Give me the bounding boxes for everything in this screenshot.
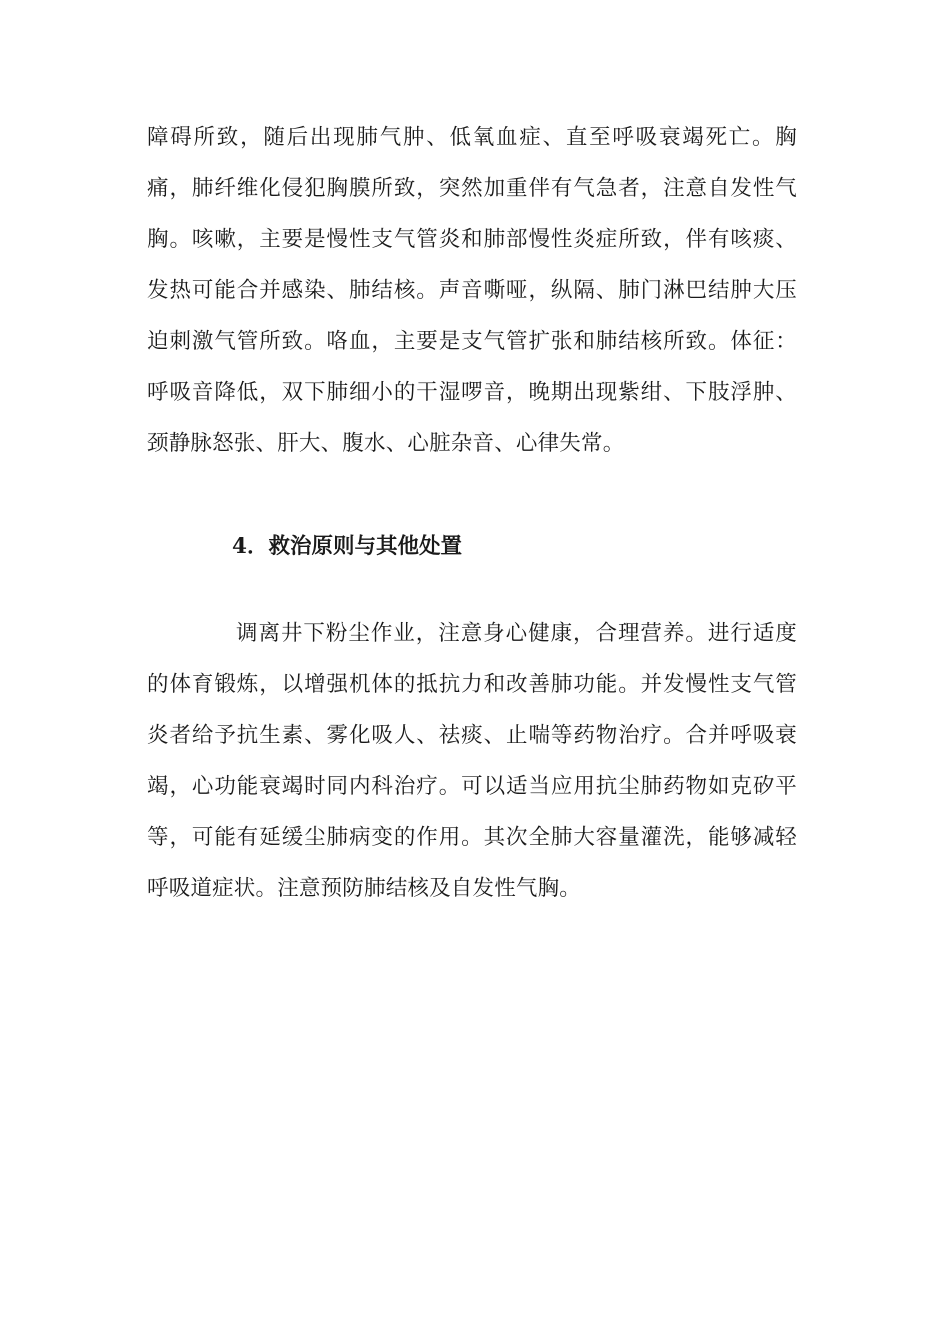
paragraph-symptoms xyxy=(147,112,797,469)
text-line: 呼吸音降低，双下肺细小的干湿啰音，晚期出现紫绀、下肢浮肿、 xyxy=(147,380,797,405)
text-line: 炎者给予抗生素、雾化吸人、祛痰、止喘等药物治疗。合并呼吸衰 xyxy=(147,723,797,748)
section-heading: 4．救治原则与其他处置 xyxy=(232,534,462,559)
text-line: 颈静脉怒张、肝大、腹水、心脏杂音、心律失常。 xyxy=(147,431,625,456)
text-line: 发热可能合并感染、肺结核。声音嘶哑，纵隔、肺门淋巴结肿大压 xyxy=(147,278,797,303)
text-line: 障碍所致，随后出现肺气肿、低氧血症、直至呼吸衰竭死亡。胸 xyxy=(147,125,797,150)
paragraph-treatment xyxy=(147,608,797,914)
text-line: 痛，肺纤维化侵犯胸膜所致，突然加重伴有气急者，注意自发性气 xyxy=(147,176,797,201)
text-line: 迫刺激气管所致。咯血，主要是支气管扩张和肺结核所致。体征： xyxy=(147,329,797,354)
text-line: 等，可能有延缓尘肺病变的作用。其次全肺大容量灌洗，能够减轻 xyxy=(147,825,797,850)
text-line: 呼吸道症状。注意预防肺结核及自发性气胸。 xyxy=(147,876,582,901)
text-line: 调离井下粉尘作业，注意身心健康，合理营养。进行适度 xyxy=(236,621,797,646)
text-line: 竭，心功能衰竭时同内科治疗。可以适当应用抗尘肺药物如克矽平 xyxy=(147,774,797,799)
text-line: 胸。咳嗽，主要是慢性支气管炎和肺部慢性炎症所致，伴有咳痰、 xyxy=(147,227,797,252)
text-line: 的体育锻炼，以增强机体的抵抗力和改善肺功能。并发慢性支气管 xyxy=(147,672,797,697)
